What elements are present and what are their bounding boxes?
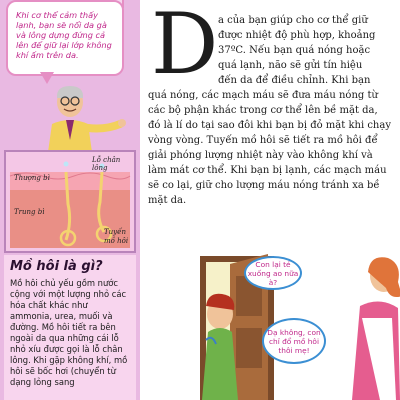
label-pore: Lỗ chân lông [92,156,121,172]
main-paragraph: quá nóng, các mạch máu sẽ đưa máu nóng từ các bộ phận khác trong cơ thể lên bề mặt da, đó là lí do tại sao đôi khi bạn bị đỏ mặt khi chạy vòng vòng. Tuyến mồ hôi sẽ tiết ra mồ hôi để giải phóng lượng nhiệt này vào không khí và làm mát cơ thể. Khi bạn bị lạnh, các mạch máu sẽ co lại, giữ cho lượng máu nóng tránh xa bề mặt da. [148,90,391,206]
label-dermis: Trung bì [14,208,45,216]
intro-line-4: quá lạnh, não sẽ gửi tín hiệu [218,60,363,71]
intro-line-5: đến da để điều chỉnh. Khi bạn [218,75,371,86]
skin-diagram [4,150,136,253]
tip-bubble-text: Khi cơ thể cảm thấy lạnh, bạn sẽ nổi da gà và lông dựng đứng cả lên để giữ lại lớp không khí ấm trên da. [16,10,112,60]
label-epidermis: Thượng bì [14,174,50,182]
boy-speech-text: Dạ không, con chỉ đổ mồ hôi thôi mẹ! [267,327,321,355]
teacher-illustration [30,80,130,152]
intro-line-3: 37ºC. Nếu bạn quá nóng hoặc [218,45,371,56]
drop-cap: D [151,0,219,93]
mom-speech-text: Con lại té xuống ao nữa à? [247,259,299,287]
mom-speech-bubble [244,256,302,290]
boy-speech-bubble [262,318,326,364]
label-sweat-gland: Tuyến mồ hôi [104,228,129,245]
intro-line-1: a của bạn giúp cho cơ thể giữ [218,15,368,26]
side-title: Mồ hôi là gì? [10,259,103,274]
side-text: Mồ hôi chủ yếu gồm nước cộng với một lượng nhỏ các hóa chất khác như ammonia, urea, muối và đường. Mồ hôi tiết ra bên ngoài da qua những cái lỗ nhỏ xíu được gọi là lỗ chân lông. Khi gặp không khí, mồ hôi sẽ bốc hơi (chuyển từ dạng lỏng sang [10,278,128,387]
intro-line-2: được nhiệt độ phù hợp, khoảng [218,30,376,41]
tip-bubble [6,0,124,76]
